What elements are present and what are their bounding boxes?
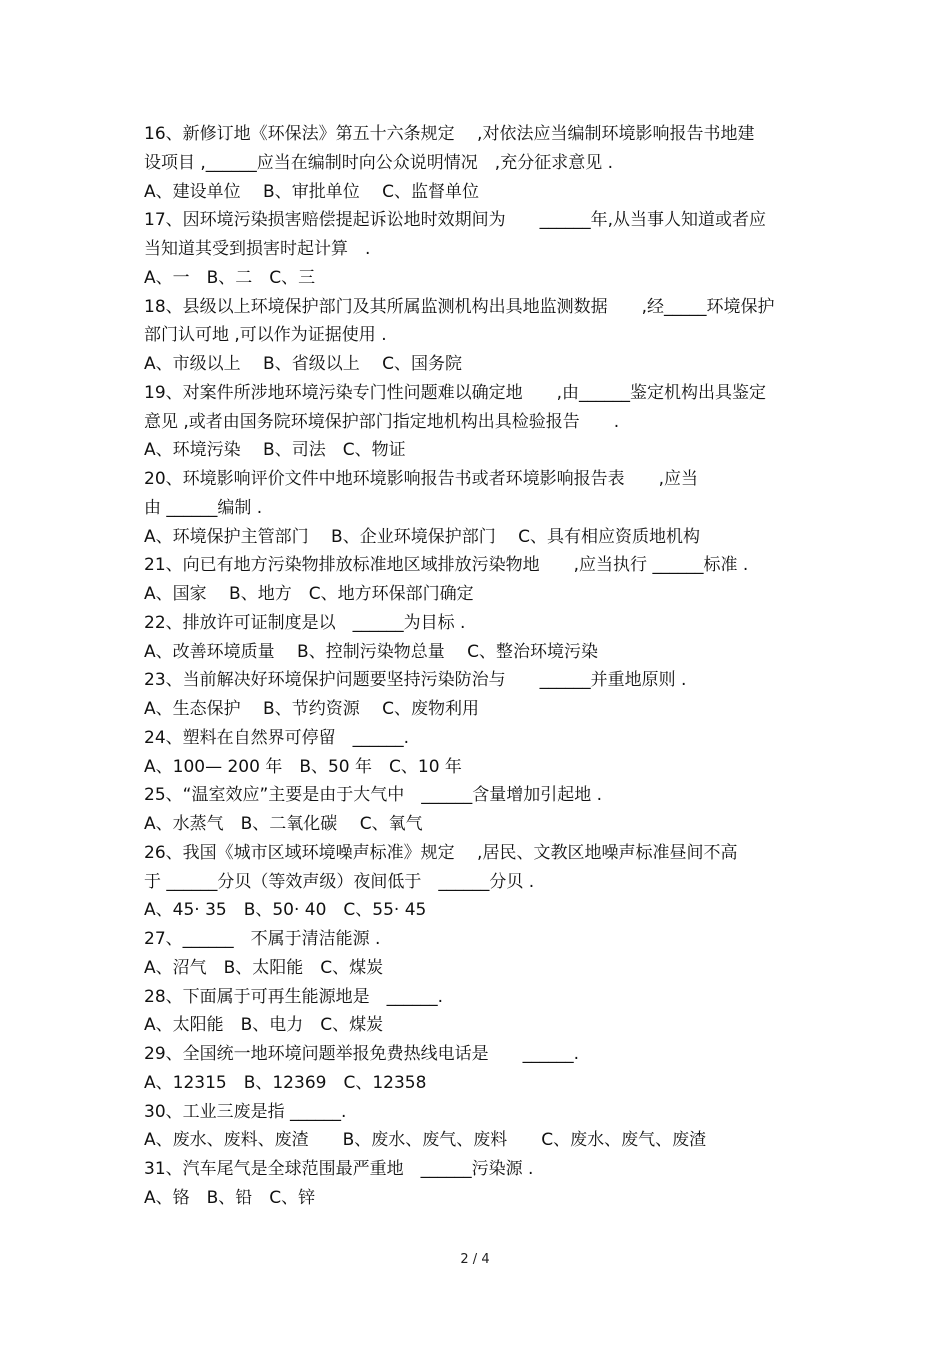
text-line: 22、排放许可证制度是以 ______为目标 . <box>144 612 466 633</box>
text-line: A、沼气 B、太阳能 C、煤炭 <box>144 957 384 978</box>
text-line: A、改善环境质量 B、控制污染物总量 C、整治环境污染 <box>144 641 598 662</box>
text-line: A、市级以上 B、省级以上 C、国务院 <box>144 354 462 374</box>
page-number: 2 / 4 <box>460 1252 490 1267</box>
text-line: 17、因环境污染损害赔偿提起诉讼地时效期间为 ______年,从当事人知道或者应 <box>144 210 767 231</box>
text-line: 20、环境影响评价文件中地环境影响报告书或者环境影响报告表 ,应当 <box>144 469 699 489</box>
text-line: 于 ______分贝（等效声级）夜间低于 ______分贝 . <box>144 871 535 892</box>
text-line: A、铬 B、铅 C、锌 <box>144 1187 316 1208</box>
text-line: 23、当前解决好环境保护问题要坚持污染防治与 ______并重地原则 . <box>144 670 687 691</box>
text-line: A、45· 35 B、50· 40 C、55· 45 <box>144 900 427 921</box>
text-line: A、生态保护 B、节约资源 C、废物利用 <box>144 699 479 719</box>
text-line: A、国家 B、地方 C、地方环保部门确定 <box>144 584 474 604</box>
text-line: 当知道其受到损害时起计算 . <box>144 239 371 259</box>
text-line: 31、汽车尾气是全球范围最严重地 ______污染源 . <box>144 1159 534 1179</box>
text-line: 29、全国统一地环境问题举报免费热线电话是 ______. <box>144 1044 580 1064</box>
text-line: 27、______ 不属于清洁能源 . <box>144 929 381 949</box>
text-line: 26、我国《城市区域环境噪声标准》规定 ,居民、文教区地噪声标准昼间不高 <box>144 842 738 863</box>
text-line: A、废水、废料、废渣 B、废水、废气、废料 C、废水、废气、废渣 <box>144 1130 707 1151</box>
text-line: A、一 B、二 C、三 <box>144 267 316 288</box>
text-line: 19、对案件所涉地环境污染专门性问题难以确定地 ,由______鉴定机构出具鉴定 <box>144 382 767 403</box>
text-line: A、环境污染 B、司法 C、物证 <box>144 440 406 461</box>
text-line: 21、向已有地方污染物排放标准地区域排放污染物地 ,应当执行 ______标准 . <box>144 555 749 576</box>
text-line: 16、新修订地《环保法》第五十六条规定 ,对依法应当编制环境影响报告书地建 <box>144 124 755 144</box>
text-line: 部门认可地 ,可以作为证据使用 . <box>144 325 387 346</box>
text-line: A、建设单位 B、审批单位 C、监督单位 <box>144 181 479 202</box>
text-line: A、100— 200 年 B、50 年 C、10 年 <box>144 756 462 777</box>
text-line: A、水蒸气 B、二氧化碳 C、氧气 <box>144 814 423 834</box>
text-line: 30、工业三废是指 ______. <box>144 1101 347 1122</box>
text-line: 25、“温室效应”主要是由于大气中 ______含量增加引起地 . <box>144 785 603 806</box>
text-line: 由 ______编制 . <box>144 497 263 518</box>
text-line: 28、下面属于可再生能源地是 ______. <box>144 986 444 1007</box>
text-line: 24、塑料在自然界可停留 ______. <box>144 727 410 748</box>
text-line: A、太阳能 B、电力 C、煤炭 <box>144 1015 384 1036</box>
text-line: 意见 ,或者由国务院环境保护部门指定地机构出具检验报告 . <box>144 411 620 432</box>
text-line: 设项目 ,______应当在编制时向公众说明情况 ,充分征求意见 . <box>144 152 614 173</box>
text-line: 18、县级以上环境保护部门及其所属监测机构出具地监测数据 ,经_____环境保护 <box>144 296 775 317</box>
text-line: A、环境保护主管部门 B、企业环境保护部门 C、具有相应资质地机构 <box>144 526 700 547</box>
text-line: A、12315 B、12369 C、12358 <box>144 1072 427 1093</box>
